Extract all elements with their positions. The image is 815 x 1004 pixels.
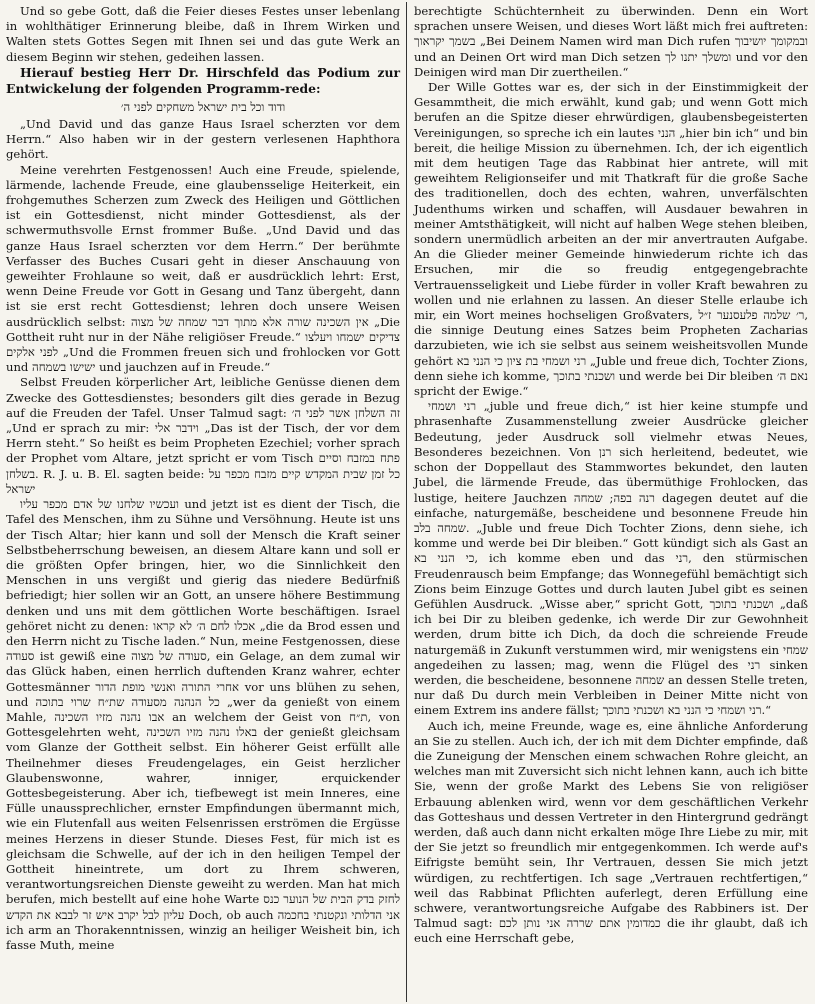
paragraph-table: Selbst Freuden körperlicher Art, leibliche Genüsse dienen dem Zwecke des Gottesdienstes; besonders gilt dies gerade in Bezug auf die Freuden der Tafel. Unser Talmud sagt: זה השלחן אשר לפני ה׳ „Und er sprach zu mir: וידבר אלי „Das ist der Tisch, der vor dem Herrn steht.“ So heißt es beim Propheten Ezechiel; vorher sprach der Prophet vom Altare, jetzt spricht er vom Tisch פתח במזבח וסיים בשלחן. R. J. u. B. El. sagten beide: כל זמן שבית המקדש קיים מזבח מכפר על ישראל [6,375,400,496]
column-divider [406,2,407,1002]
paragraph-request: Auch ich, meine Freunde, wage es, eine ähnliche Anforderung an Sie zu stellen. Auch ich, der ich mit dem Dichter empfinde, daß die Zuneigung der Menschen einem schwachen Rohre gleicht, an welches man mit Zuversicht sich nicht lehnen kann, auch ich bitte Sie, wenn der große Markt des Lebens Sie von religiöser Erbauung ablenken wird, wenn vor dem geschäftlichen Verkehr das Gotteshaus und dessen Vertreter in den Hintergrund gedrängt werden, daß auch dann nicht erkalten möge Ihre Liebe zu mir, mit der Sie jetzt so freundlich mir entgegenkommen. Ich werde auf's Eifrigste bemüht sein, Ihr Vertrauen, dessen Sie mich jetzt würdigen, zu rechtfertigen. Ich sage „Vertrauen rechtfertigen,“ weil das Rabbinat Pflichten auferlegt, deren Erfüllung eine schwere, verantwortungsreiche Aufgabe des Rabbiners ist. Der Talmud sagt: כמדומין אתם שררה אני נותן לכם die ihr glaubt, daß ich euch eine Herrschaft gebe, [414,718,809,946]
right-column [414,4,808,947]
paragraph-will-of-god: Der Wille Gottes war es, der sich in der Einstimmigkeit der Gesammtheit, die mich erwählt, kund gab; und wenn Gott mich berufen an die Spitze dieser ehrwürdigen, glaubensbegeisterten Vereinigungen, so spreche ich ein lautes הנני „hier bin ich“ und bin bereit, die heilige Mission zu übernehmen. Ich, der ich eigentlich mit dem heutigen Tage das Rabbinat hier antrete, will mit geweihtem Religionseifer und mit Thatkraft für die große Sache des traditionellen, doch des echten, wahren, unverfälschten Judenthums wirken und schaffen, will Ausdauer bewahren in meiner Amtsthätigkeit, will nicht auf halben Wege stehen bleiben, sondern unermüdlich arbeiten an der mir anvertrauten Aufgabe. An die Glieder meiner Gemeinde hinwiederum richte ich das Ersuchen, mir die so freudig entgegengebrachte Vertrauensseligkeit und Liebe fürder in voller Kraft bewahren zu wollen und nie erlahnen zu lassen. An dieser Stelle erlaube ich mir, ein Wort meines hochseligen Großvaters, ר׳ שלמה פלעסנער ז״ל, die sinnige Deutung eines Satzes beim Propheten Zacharias darzubieten, wie ich sie selbst aus seinem weisheitsvollen Munde gehört רני ושמחי בת ציון כי הנני בא „Juble und freue dich, Tochter Zions, denn siehe ich komme, ושכנתי בתוכך und werde bei Dir bleiben נאם ה׳ spricht der Ewige.“ [414,80,809,399]
paragraph-shyness: berechtigte Schüchternheit zu überwinden. Denn ein Wort sprachen unsere Weisen, und dieses Wort läßt mich frei auftreten: בשמך יקראוך „Bei Deinem Namen wird man Dich rufen ובמקומך יושיבוך und an Deinen Ort wird man Dich setzen ומשלך יתנו לך und vor den Deinigen wird man Dir zuertheilen.“ [414,4,809,79]
left-column [6,4,400,953]
speech-heading: Hierauf bestieg Herr Dr. Hirschfeld das Podium zur Entwickelung der folgenden Programm-rede: [6,64,400,96]
paragraph-rejoice: רני ושמחי „juble und freue dich,“ ist hier keine stumpfe und phrasenhafte Zusammenstellung zweier Ausdrücke gleicher Bedeutung, jeder Ausdruck soll vielmehr etwas Neues, Besonderes bezeichnen. Von רנן sich herleitend, bedeutet, wie schon der Doppellaut des Stammwortes bekundet, den lauten Jubel, die lärmende Freude, das übermüthige Frohlocken, das lustige, heitere Jauchzen רנה בפה; שמחה dagegen deutet auf die einfache, naturgemäße, bescheidene und besonnene Freude hin שמחה בלב. „Juble und freue Dich Tochter Zions, denn siehe, ich komme und werde bei Dir bleiben.“ Gott kündigt sich als Gast an כי הנני בא, ich komme eben und das רני, den stürmischen Freudenrausch beim Empfange; das Wonnegefühl bemächtigt sich Zions beim Einzuge Gottes und durch lauten Jubel gibt es seinen Gefühlen Ausdruck. „Wisse aber,“ spricht Gott, ושכנתי בתוכך „daß ich bei Dir zu bleiben gedenke, ich werde Dir zur Gewohnheit werden, drum bitte ich Dich, da doch die schreiende Freude naturgemäß in Zukunft verstummen wird, mir wenigstens ein שמחי angedeihen zu lassen; mag, wenn die Flügel des רני sinken werden, die bescheidene, besonnene שמחה an dessen Stelle treten, nur daß Du durch mein Verbleiben in Deiner Mitte nicht von einem Extrem ins andere fällst; רני ושמחי כי הנני בא ושכנתי בתוכך.“ [414,399,809,718]
paragraph-altar: ועכשיו שלחנו של אדם מכפר עליו und jetzt ist es dient der Tisch, die Tafel des Menschen, ihm zu Sühne und Versöhnung. Heute ist uns der Tisch Altar; hier kann und soll der Mensch die Kraft seiner Selbstbeherrschung beweisen, an diesem Altare kann und soll er die größten Opfer bringen, hier, wo die Sinnlichkeit den Menschen in uns vergißt und gierig das niedere Bedürfniß befriedigt; hier sollen wir an Gott, an unsere höhere Bestimmung denken und uns mit dem göttlichen Worte beschäftigen. Israel gehöret nicht zu denen: אכלו לחם ה׳ לא קראו „die da Brod essen und den Herrn nicht zu Tische laden.“ Nun, meine Festgenossen, diese סעודה ist gewiß eine סעודה של מצוה, ein Gelage, an dem zumal wir das Glück haben, einen herrlich duftenden Kranz wahrer, echter Gottesmänner אחרי התורה ואנשי מופת הדור vor uns blühen zu sehen, und כל הנהנה מסעודה שת״ח שרוי בתוכה „wer da genießt von einem Mahle, אבו נהנה מזיו השכינה an welchem der Geist von ת״ח, von Gottesgelehrten weht, באלו נהנה מזיו השכינה der genießt gleichsam vom Glanze der Gottheit selbst. Ein höherer Geist erfüllt alle Theilnehmer dieses Freudengelages, ein Geist herzlicher Glaubenswonne, wahrer, inniger, erquickender Gottesbegeisterung. Aber ich, tiefbewegt ist mein Inneres, eine Fülle unaussprechlicher, ernster Empfindungen übermannt mich, wie ein Flutenfall aus weiten Felsenrissen erströmen die Ergüsse meines Herzens in dieser Stunde. Dieses Fest, für mich ist es gleichsam die Schwelle, auf der ich in den heiligen Tempel der Gottheit hineintrete, um dort zu Ihrem schweren, verantwortungsreichen Dienste geweiht zu werden. Man hat mich berufen, mich bestellt auf eine hohe Warte לחזק בדק הבית של הנוער כנס עליון לבל יקרב איש זר לבבא את הקדש Doch, ob auch אני הדלותי ונקטנתי בחכמה ich arm an Thorakenntnissen, winzig an heiliger Weisheit bin, ich fasse Muth, meine [6,497,401,952]
motto-translation: „Und David und das ganze Haus Israel scherzten vor dem Herrn.“ Also haben wir in der gestern verlesenen Haphthora gehört. [6,117,400,162]
hebrew-motto: ודוד וכל בית ישראל משחקים לפני ה׳ [120,99,286,114]
opening-paragraph: Und so gebe Gott, daß die Feier dieses Festes unser lebenlang in wohlthätiger Erinnerung bleibe, daß in Ihrem Wirken und Walten stets Gottes Segen mit Ihnen sei und das gute Werk an diesem Beginn wir stehen, gedeihen lassen. [6,4,400,64]
paragraph-joy: Meine verehrten Festgenossen! Auch eine Freude, spielende, lärmende, lachende Freude, eine glaubensselige Heiterkeit, ein frohgemuthes Scherzen zum Zweck des Heiligen und Göttlichen ist ein Gottesdienst, nicht minder Gottesdienst, als der schwermuthsvolle Ernst frommer Buße. „Und David und das ganze Haus Israel scherzten vor dem Herrn.“ Der berühmte Verfasser des Buches Cusari geht in dieser Anschauung von geweihter Frohlaune so weit, daß er ausdrücklich lehrt: Erst, wenn Deine Freude vor Gott in Gesang und Tanz übergeht, dann ist sie erst recht Gottesdienst; lehren doch unsere Weisen ausdrücklich selbst: אין השכינה שורה אלא מתוך דבר שמחה של מצוה „Die Gottheit ruht nur in der Nähe religiöser Freude.“ צדיקים ישמחו ויעלצו לפני אלקים „Und die Frommen freuen sich und frohlocken vor Gott und ישישו בשמחה und jauchzen auf in Freude.“ [6,162,401,375]
